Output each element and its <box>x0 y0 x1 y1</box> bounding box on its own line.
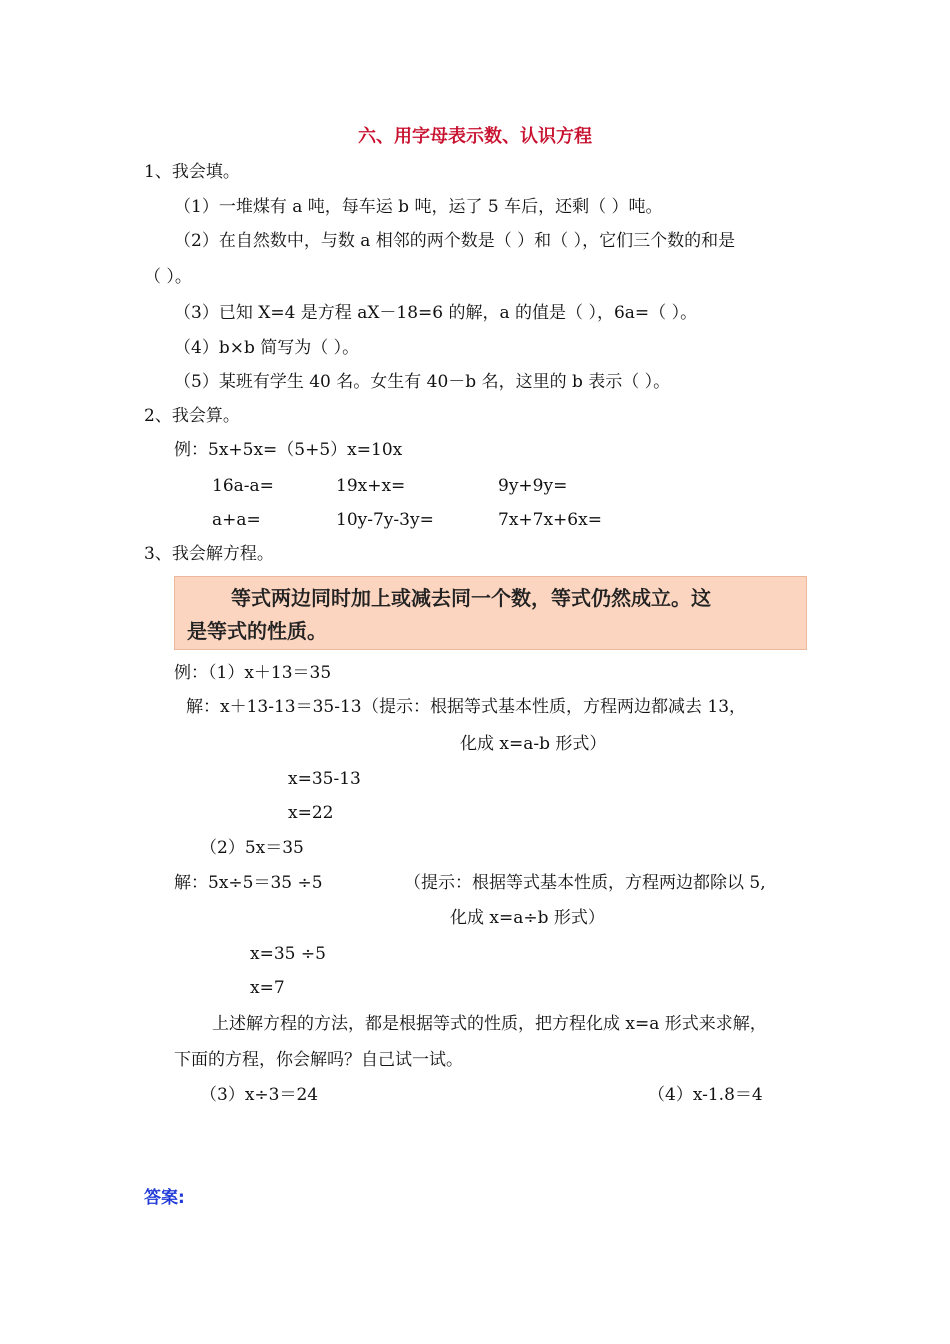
section2-heading: 2、我会算。 <box>144 406 240 426</box>
example1-hint-line1: （提示：根据等式基本性质，方程两边都减去 13， <box>362 697 747 717</box>
example2-step3: x=7 <box>250 978 285 998</box>
calc-item: a+a= <box>212 510 261 530</box>
summary-line2: 下面的方程，你会解吗？自己试一试。 <box>174 1050 463 1070</box>
section3-heading: 3、我会解方程。 <box>144 544 274 564</box>
summary-line1: 上述解方程的方法，都是根据等式的性质，把方程化成 x=a 形式来求解， <box>212 1014 767 1034</box>
fill-question-2-line2: （ ）。 <box>144 267 192 287</box>
example2-step1: 解：5x÷5＝35 ÷5 <box>174 873 323 893</box>
exercise-4: （4）x-1.8＝4 <box>648 1085 763 1105</box>
example1-step2: x=35-13 <box>288 769 361 789</box>
calc-item: 7x+7x+6x= <box>498 510 602 530</box>
example1-title: 例：（1）x＋13＝35 <box>174 663 332 683</box>
example2-hint-line2: 化成 x=a÷b 形式） <box>450 908 605 928</box>
fill-question-5: （5）某班有学生 40 名。女生有 40－b 名，这里的 b 表示（ ）。 <box>174 372 671 392</box>
example2-step2: x=35 ÷5 <box>250 944 326 964</box>
calc-example: 例：5x+5x=（5+5）x=10x <box>174 440 403 460</box>
fill-question-3: （3）已知 X=4 是方程 aX－18=6 的解，a 的值是（ ），6a=（ ）。 <box>174 303 698 323</box>
exercise-3: （3）x÷3＝24 <box>200 1085 319 1105</box>
calc-item: 9y+9y= <box>498 476 568 496</box>
example1-step1: 解：x＋13-13＝35-13 <box>186 697 362 717</box>
page-title: 六、用字母表示数、认识方程 <box>358 126 592 147</box>
example1-step3: x=22 <box>288 803 334 823</box>
equation-property-callout <box>174 576 807 650</box>
section1-heading: 1、我会填。 <box>144 162 240 182</box>
example2-title: （2）5x＝35 <box>200 838 304 858</box>
fill-question-4: （4）b×b 简写为（ ）。 <box>174 338 360 358</box>
fill-question-2-line1: （2）在自然数中，与数 a 相邻的两个数是（ ）和（ ），它们三个数的和是 <box>174 231 736 251</box>
example1-hint-line2: 化成 x=a-b 形式） <box>460 734 607 754</box>
answer-label: 答案: <box>144 1188 185 1208</box>
callout-line: 是等式的性质。 <box>187 619 327 643</box>
callout-line: 等式两边同时加上或减去同一个数，等式仍然成立。这 <box>231 586 711 610</box>
fill-question-1: （1）一堆煤有 a 吨，每车运 b 吨，运了 5 车后，还剩（ ）吨。 <box>174 197 663 217</box>
calc-item: 19x+x= <box>336 476 406 496</box>
calc-item: 16a-a= <box>212 476 274 496</box>
calc-item: 10y-7y-3y= <box>336 510 434 530</box>
example2-hint-line1: （提示：根据等式基本性质，方程两边都除以 5, <box>404 873 766 893</box>
